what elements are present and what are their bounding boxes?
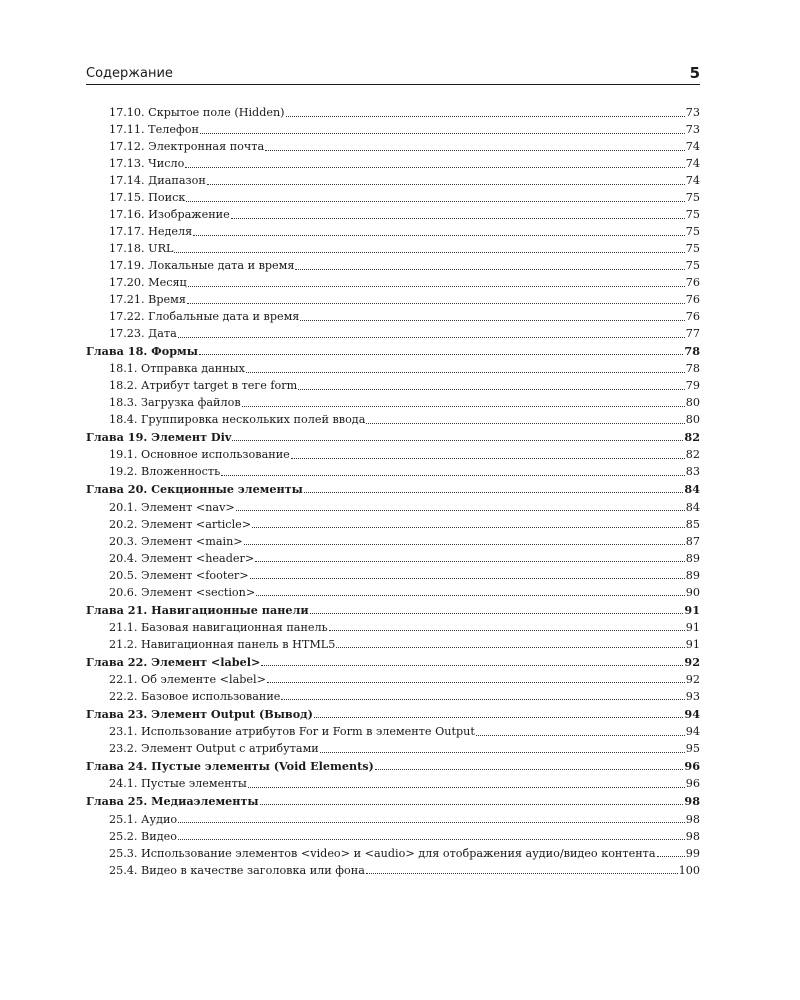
- toc-chapter-entry[interactable]: [86, 653, 700, 671]
- toc-section-entry[interactable]: [86, 240, 700, 257]
- toc-entry-label: 25.3. Использование элементов <video> и <audio> для отображения аудио/видео контента: [109, 846, 656, 860]
- toc-entry-label: 18.4. Группировка нескольких полей ввода: [109, 413, 366, 427]
- toc-entry-page: 75: [685, 208, 700, 221]
- toc-entry-label: 20.2. Элемент <article>: [109, 517, 252, 531]
- toc-entry-label: Глава 19. Элемент Div: [86, 430, 232, 445]
- page-number: 5: [689, 64, 700, 82]
- dot-leader: [231, 215, 685, 219]
- toc-entry-label: 22.1. Об элементе <label>: [109, 672, 266, 686]
- toc-entry-label: 23.2. Элемент Output с атрибутами: [109, 742, 319, 756]
- toc-entry-page: 75: [685, 225, 700, 238]
- toc-section-entry[interactable]: [86, 688, 700, 705]
- dot-leader: [193, 232, 685, 236]
- toc-entry-page: 89: [685, 568, 700, 582]
- dot-leader: [260, 801, 684, 805]
- dot-leader: [248, 784, 685, 788]
- toc-entry-page: 100: [678, 863, 700, 877]
- dot-leader: [304, 489, 684, 493]
- toc-entry-label: 25.2. Видео: [109, 829, 177, 843]
- toc-entry-label: Глава 22. Элемент <label>: [86, 654, 261, 669]
- toc-section-entry[interactable]: [86, 636, 700, 653]
- toc-entry-label: Глава 18. Формы: [86, 344, 198, 358]
- toc-entry-page: 74: [685, 157, 700, 170]
- dot-leader: [246, 369, 685, 373]
- toc-section-entry[interactable]: [86, 671, 700, 688]
- dot-leader: [476, 732, 685, 736]
- toc-entry-label: 18.2. Атрибут target в теге form: [109, 379, 298, 393]
- toc-entry-label: 25.1. Аудио: [109, 812, 178, 826]
- table-of-contents: [86, 104, 700, 879]
- toc-entry-label: 20.6. Элемент <section>: [109, 585, 256, 599]
- toc-entry-page: 96: [685, 777, 700, 791]
- dot-leader: [300, 317, 684, 321]
- toc-entry-label: Глава 23. Элемент Output (Вывод): [86, 706, 313, 721]
- toc-section-entry[interactable]: [86, 740, 700, 757]
- toc-entry-page: 87: [685, 534, 700, 548]
- toc-entry-page: 78: [685, 362, 700, 376]
- toc-section-entry[interactable]: [86, 499, 700, 516]
- dot-leader: [298, 386, 685, 390]
- toc-entry-label: 19.1. Основное использование: [109, 448, 290, 462]
- toc-entry-page: 77: [685, 327, 700, 340]
- toc-section-entry[interactable]: [86, 845, 700, 862]
- toc-entry-page: 82: [684, 430, 700, 445]
- toc-section-entry[interactable]: [86, 394, 700, 411]
- toc-entry-page: 98: [684, 794, 700, 809]
- dot-leader: [336, 644, 684, 648]
- toc-entry-page: 80: [685, 413, 700, 427]
- dot-leader: [320, 749, 685, 753]
- toc-entry-label: 17.11. Телефон: [109, 123, 199, 136]
- toc-section-entry[interactable]: [86, 189, 700, 206]
- toc-section-entry[interactable]: [86, 567, 700, 584]
- toc-section-entry[interactable]: [86, 619, 700, 636]
- toc-entry-label: 20.5. Элемент <footer>: [109, 568, 249, 582]
- toc-section-entry[interactable]: [86, 550, 700, 567]
- toc-entry-label: 20.1. Элемент <nav>: [109, 500, 235, 514]
- toc-chapter-entry[interactable]: [86, 757, 700, 775]
- toc-entry-page: 76: [685, 310, 700, 323]
- toc-entry-page: 83: [685, 465, 700, 479]
- toc-entry-label: 23.1. Использование атрибутов For и Form в элементе Output: [109, 725, 475, 739]
- toc-entry-label: 21.1. Базовая навигационная панель: [109, 620, 328, 634]
- dot-leader: [310, 610, 684, 614]
- toc-entry-label: 17.14. Диапазон: [109, 174, 206, 187]
- dot-leader: [174, 249, 684, 253]
- dot-leader: [244, 541, 685, 545]
- dot-leader: [250, 575, 685, 579]
- toc-section-entry[interactable]: [86, 723, 700, 740]
- dot-leader: [281, 696, 684, 700]
- toc-chapter-entry[interactable]: [86, 705, 700, 723]
- dot-leader: [267, 679, 685, 683]
- toc-entry-label: 17.23. Дата: [109, 327, 177, 340]
- toc-section-entry[interactable]: [86, 104, 700, 121]
- toc-section-entry[interactable]: [86, 308, 700, 325]
- dot-leader: [188, 283, 685, 287]
- toc-entry-label: 25.4. Видео в качестве заголовка или фона: [109, 863, 365, 877]
- toc-entry-label: 24.1. Пустые элементы: [109, 777, 247, 791]
- toc-entry-page: 75: [685, 259, 700, 272]
- toc-entry-page: 82: [685, 448, 700, 462]
- toc-entry-page: 74: [685, 140, 700, 153]
- toc-entry-label: 18.3. Загрузка файлов: [109, 396, 241, 410]
- toc-entry-label: 17.20. Месяц: [109, 276, 187, 289]
- toc-section-entry[interactable]: [86, 206, 700, 223]
- toc-entry-page: 98: [685, 829, 700, 843]
- toc-section-entry[interactable]: [86, 291, 700, 308]
- toc-section-entry[interactable]: [86, 257, 700, 274]
- toc-chapter-entry[interactable]: [86, 792, 700, 810]
- toc-entry-page: 94: [684, 706, 700, 721]
- toc-section-entry[interactable]: [86, 775, 700, 792]
- toc-entry-page: 91: [684, 602, 700, 617]
- dot-leader: [178, 819, 685, 823]
- toc-entry-label: 17.15. Поиск: [109, 191, 186, 204]
- dot-leader: [186, 198, 684, 202]
- toc-entry-page: 96: [684, 759, 700, 774]
- page-header: [86, 62, 700, 85]
- toc-section-entry[interactable]: [86, 411, 700, 428]
- toc-entry-label: 20.4. Элемент <header>: [109, 551, 255, 565]
- dot-leader: [329, 627, 685, 631]
- dot-leader: [178, 836, 685, 840]
- toc-section-entry[interactable]: [86, 862, 700, 879]
- dot-leader: [199, 351, 683, 355]
- toc-entry-page: 79: [685, 379, 700, 393]
- toc-section-entry[interactable]: [86, 533, 700, 550]
- toc-section-entry[interactable]: [86, 516, 700, 533]
- toc-entry-page: 92: [684, 654, 700, 669]
- toc-entry-page: 73: [685, 106, 700, 119]
- toc-entry-label: 17.21. Время: [109, 293, 186, 306]
- toc-entry-label: 17.13. Число: [109, 157, 185, 170]
- toc-entry-label: 18.1. Отправка данных: [109, 362, 245, 376]
- toc-section-entry[interactable]: [86, 446, 700, 463]
- toc-entry-page: 91: [685, 637, 700, 651]
- toc-entry-label: 17.16. Изображение: [109, 208, 230, 221]
- toc-entry-page: 84: [685, 500, 700, 514]
- toc-entry-page: 76: [685, 293, 700, 306]
- dot-leader: [232, 437, 683, 441]
- toc-chapter-entry[interactable]: [86, 342, 700, 360]
- toc-entry-page: 99: [685, 846, 700, 860]
- toc-entry-page: 93: [685, 689, 700, 703]
- toc-entry-page: 75: [685, 242, 700, 255]
- toc-entry-page: 75: [685, 191, 700, 204]
- toc-entry-page: 92: [685, 672, 700, 686]
- dot-leader: [207, 181, 685, 185]
- toc-entry-page: 76: [685, 276, 700, 289]
- toc-section-entry[interactable]: [86, 360, 700, 377]
- toc-entry-page: 90: [685, 585, 700, 599]
- toc-chapter-entry[interactable]: [86, 480, 700, 498]
- toc-section-entry[interactable]: [86, 463, 700, 480]
- toc-entry-label: 17.10. Скрытое поле (Hidden): [109, 106, 285, 119]
- toc-entry-page: 73: [685, 123, 700, 136]
- toc-entry-page: 78: [684, 344, 700, 358]
- toc-entry-label: 20.3. Элемент <main>: [109, 534, 243, 548]
- toc-entry-page: 74: [685, 174, 700, 187]
- toc-entry-page: 80: [685, 396, 700, 410]
- dot-leader: [236, 507, 685, 511]
- toc-section-entry[interactable]: [86, 811, 700, 828]
- dot-leader: [265, 147, 685, 151]
- toc-section-entry[interactable]: [86, 121, 700, 138]
- toc-entry-page: 95: [685, 742, 700, 756]
- toc-entry-label: 17.22. Глобальные дата и время: [109, 310, 300, 323]
- toc-section-entry[interactable]: [86, 172, 700, 189]
- dot-leader: [295, 266, 684, 270]
- toc-section-entry[interactable]: [86, 138, 700, 155]
- toc-chapter-entry[interactable]: [86, 428, 700, 446]
- dot-leader: [187, 300, 685, 304]
- dot-leader: [291, 455, 685, 459]
- dot-leader: [261, 662, 683, 666]
- dot-leader: [185, 164, 684, 168]
- dot-leader: [178, 334, 685, 338]
- toc-section-entry[interactable]: [86, 274, 700, 291]
- dot-leader: [366, 420, 684, 424]
- toc-entry-label: 19.2. Вложенность: [109, 465, 221, 479]
- toc-entry-page: 85: [685, 517, 700, 531]
- toc-section-entry[interactable]: [86, 584, 700, 601]
- dot-leader: [255, 558, 685, 562]
- dot-leader: [252, 524, 685, 528]
- dot-leader: [256, 592, 685, 596]
- toc-entry-label: 17.19. Локальные дата и время: [109, 259, 295, 272]
- toc-section-entry[interactable]: [86, 223, 700, 240]
- toc-section-entry[interactable]: [86, 155, 700, 172]
- dot-leader: [200, 130, 685, 134]
- toc-entry-label: Глава 21. Навигационные панели: [86, 602, 309, 617]
- toc-section-entry[interactable]: [86, 377, 700, 394]
- toc-entry-label: 21.2. Навигационная панель в HTML5: [109, 637, 336, 651]
- toc-entry-page: 84: [684, 482, 700, 497]
- toc-entry-page: 91: [685, 620, 700, 634]
- toc-entry-label: 22.2. Базовое использование: [109, 689, 281, 703]
- toc-entry-label: 17.12. Электронная почта: [109, 140, 265, 153]
- toc-entry-page: 98: [685, 812, 700, 826]
- toc-entry-page: 89: [685, 551, 700, 565]
- dot-leader: [242, 403, 685, 407]
- dot-leader: [366, 870, 678, 874]
- toc-section-entry[interactable]: [86, 828, 700, 845]
- toc-entry-page: 94: [685, 725, 700, 739]
- toc-entry-label: 17.18. URL: [109, 242, 174, 255]
- toc-entry-label: Глава 20. Секционные элементы: [86, 482, 303, 497]
- toc-entry-label: Глава 24. Пустые элементы (Void Elements): [86, 759, 374, 774]
- toc-section-entry[interactable]: [86, 325, 700, 342]
- toc-chapter-entry[interactable]: [86, 601, 700, 619]
- running-title: Содержание: [86, 66, 173, 81]
- dot-leader: [286, 113, 685, 117]
- toc-entry-label: Глава 25. Медиаэлементы: [86, 794, 259, 809]
- toc-entry-label: 17.17. Неделя: [109, 225, 193, 238]
- dot-leader: [221, 472, 685, 476]
- dot-leader: [375, 766, 684, 770]
- dot-leader: [657, 853, 685, 857]
- dot-leader: [314, 714, 684, 718]
